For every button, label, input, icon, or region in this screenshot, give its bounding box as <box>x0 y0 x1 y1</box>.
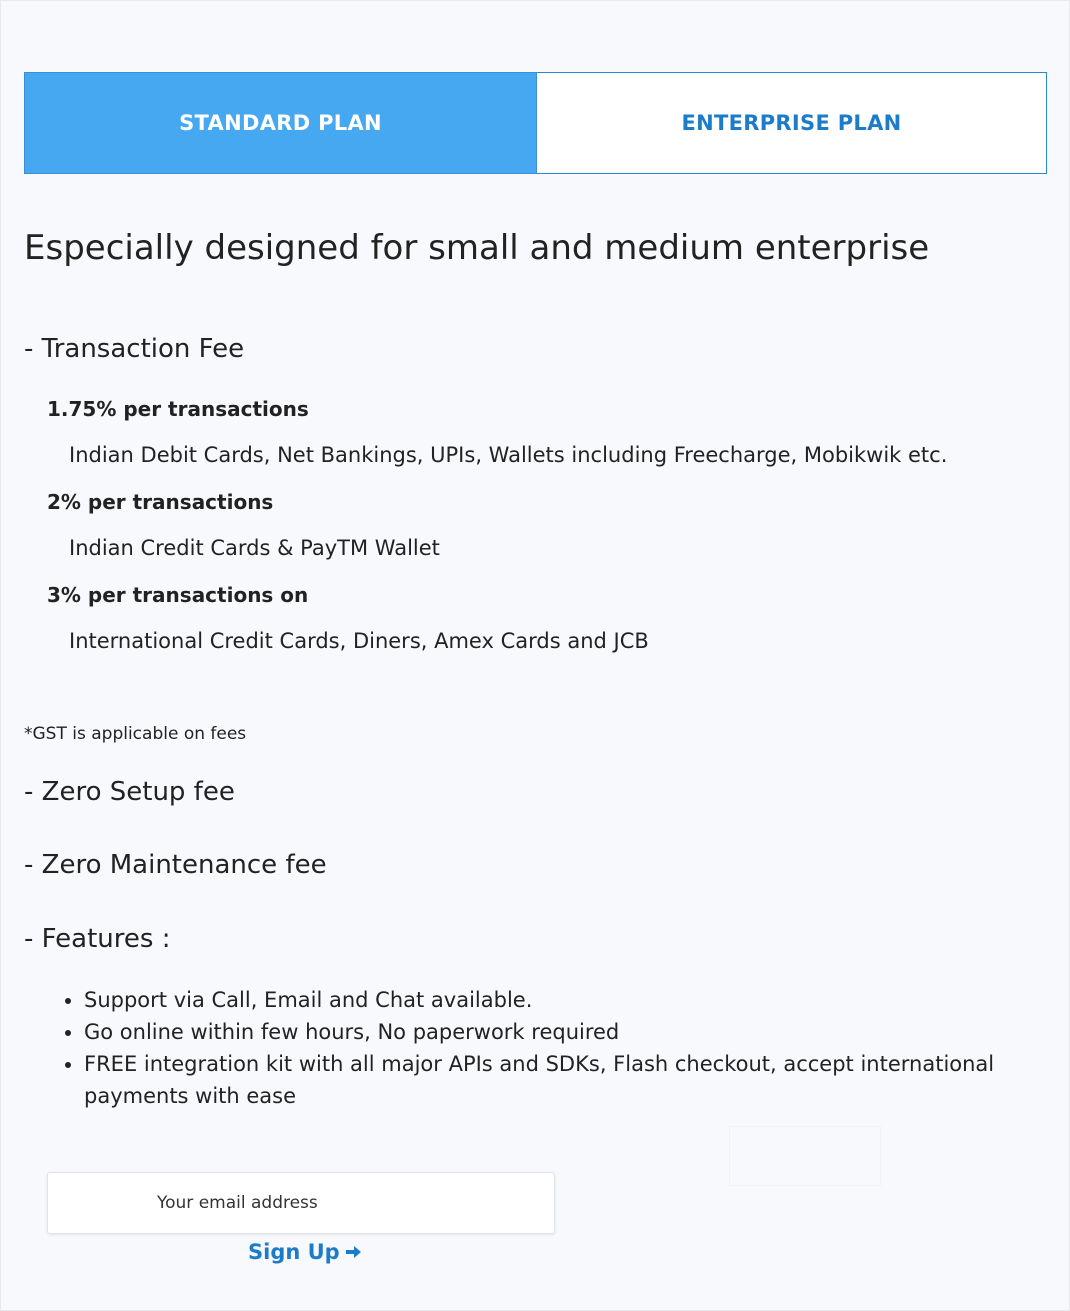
tab-standard-plan[interactable]: STANDARD PLAN <box>24 72 537 174</box>
sign-up-link[interactable] <box>248 1240 362 1264</box>
fee-rate-debit: 1.75% per transactions <box>47 397 309 421</box>
arrow-right-icon <box>344 1243 362 1261</box>
gst-note: *GST is applicable on fees <box>24 724 247 744</box>
fee-desc-credit: Indian Credit Cards & PayTM Wallet <box>69 536 440 560</box>
email-input[interactable] <box>47 1172 555 1234</box>
features-list <box>84 984 1024 1112</box>
view-demo-button[interactable]: View Demo <box>729 1126 881 1186</box>
transaction-fee-title: - Transaction Fee <box>24 334 245 364</box>
fee-rate-credit: 2% per transactions <box>47 490 274 514</box>
fee-desc-international: International Credit Cards, Diners, Amex Cards and JCB <box>69 629 649 653</box>
page-headline: Especially designed for small and medium enterprise <box>24 228 930 268</box>
plan-tabs <box>24 72 1047 174</box>
feature-item: • Go online within few hours, No paperwork required <box>84 1016 1024 1048</box>
features-title: - Features : <box>24 924 171 954</box>
fee-rate-international: 3% per transactions on <box>47 583 309 607</box>
feature-item: • Support via Call, Email and Chat available. <box>84 984 1024 1016</box>
tab-enterprise-plan[interactable]: ENTERPRISE PLAN <box>537 72 1047 174</box>
feature-item: • FREE integration kit with all major APIs and SDKs, Flash checkout, accept international payments with ease <box>84 1048 1024 1112</box>
fee-desc-debit: Indian Debit Cards, Net Bankings, UPIs, Wallets including Freecharge, Mobikwik etc. <box>69 443 948 467</box>
zero-setup-fee: - Zero Setup fee <box>24 777 235 807</box>
zero-maintenance-fee: - Zero Maintenance fee <box>24 850 327 880</box>
sign-up-label: Sign Up <box>248 1240 340 1264</box>
